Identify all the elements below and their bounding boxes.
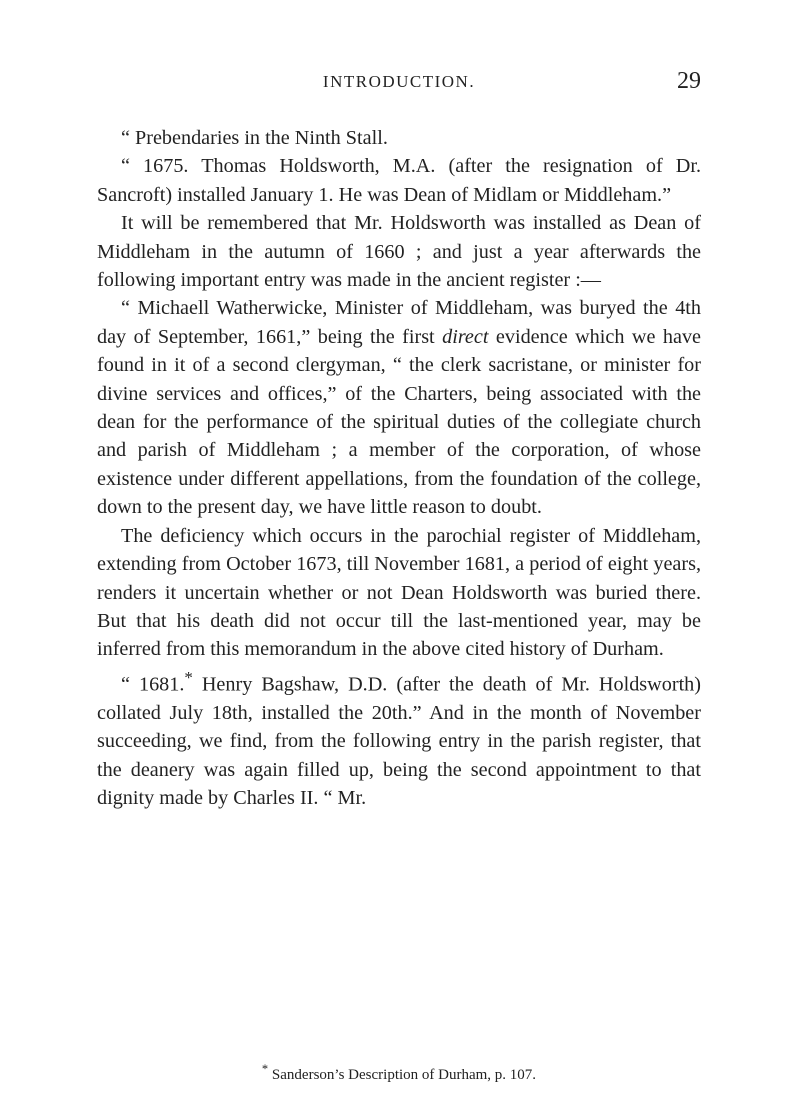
paragraph-holdsworth-entry: “ 1675. Thomas Holdsworth, M.A. (after the resignation of Dr. Sancroft) installed January 1. He was Dean of Midlam or Middleham.”: [97, 155, 701, 206]
body-text: [97, 124, 701, 812]
paragraph-text: Henry Bagshaw, D.D. (after the death of Mr. Holdsworth) collated July 18th, installed the 20th.” And in the month of November succeeding, we find, from the following entry in the parish register, that the deanery was again filled up, being the second appointment to that dignity made by Charles II. “ Mr.: [97, 673, 701, 810]
running-head: [97, 68, 701, 98]
paragraph-text: “ Michaell Watherwicke, Minister of Middleham, was buryed the 4th day of September, 1661,” being the first: [97, 297, 701, 348]
footnote-mark: *: [261, 1062, 269, 1076]
paragraph-bagshaw-entry: [97, 664, 701, 813]
paragraph-text: “ 1681.: [121, 673, 185, 696]
paragraph-watherwicke-entry: [97, 294, 701, 521]
paragraph-text: evidence which we have found in it of a second clergyman, “ the clerk sacristane, or minister for divine services and offices,” of the Charters, being associated with the dean for the performance of the spiritual duties of the collegiate church and parish of Middleham ; a member of the corporation, of whose existence under different appellations, from the foundation of the college, down to the present day, we have little reason to doubt.: [97, 325, 701, 519]
footnote-reference: *: [184, 667, 193, 687]
paragraph-prebendaries-heading: “ Prebendaries in the Ninth Stall.: [121, 127, 388, 149]
page-number: 29: [677, 68, 701, 94]
paragraph-register-deficiency: The deficiency which occurs in the parochial register of Middleham, extending from October 1673, till November 1681, a period of eight years, renders it uncertain whether or not Dean Holdsworth was buried there. But that his death did not occur till the last-mentioned year, may be inferred from this memorandum in the above cited history of Durham.: [97, 524, 701, 661]
paragraph-installation-note: It will be remembered that Mr. Holdsworth was installed as Dean of Middleham in the autumn of 1660 ; and just a year afterwards the following important entry was made in the ancient register :—: [97, 212, 701, 292]
footnote-text: Sanderson’s Description of Durham, p. 107.: [268, 1067, 537, 1083]
book-page: [97, 0, 701, 1117]
footnote: [97, 1062, 701, 1084]
emphasis-direct: direct: [442, 325, 489, 348]
running-title: INTRODUCTION.: [322, 72, 476, 91]
